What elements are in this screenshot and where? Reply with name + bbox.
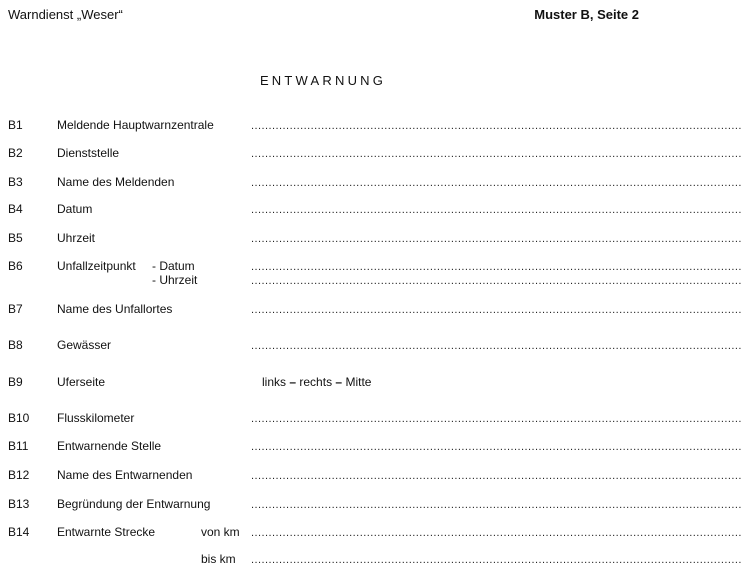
fill-line-b12[interactable]: ............................................................................................................................................: [251, 470, 742, 482]
fill-line-b13[interactable]: ............................................................................................................................................: [251, 499, 742, 511]
fill-line-b11[interactable]: ............................................................................................................................................: [251, 441, 742, 453]
row-code-b5: B5: [8, 231, 23, 245]
fill-line-b8[interactable]: ............................................................................................................................................: [251, 340, 742, 352]
fill-line-b1[interactable]: ............................................................................................................................................: [251, 120, 742, 132]
fill-line-b4[interactable]: ............................................................................................................................................: [251, 204, 742, 216]
row-label-b1: Meldende Hauptwarnzentrale: [57, 118, 214, 132]
fill-line-b14-bis[interactable]: ............................................................................................................................................: [251, 554, 742, 566]
fill-line-b7[interactable]: ............................................................................................................................................: [251, 304, 742, 316]
row-sub-b6-datum: - Datum: [152, 259, 195, 273]
row-label-b7: Name des Unfallortes: [57, 302, 173, 316]
fill-line-b5[interactable]: ............................................................................................................................................: [251, 233, 742, 245]
row-code-b2: B2: [8, 146, 23, 160]
row-code-b7: B7: [8, 302, 23, 316]
uferseite-options: [262, 375, 371, 389]
page-title: ENTWARNUNG: [259, 73, 387, 88]
von-km-label: von km: [201, 525, 240, 539]
row-code-b4: B4: [8, 202, 23, 216]
row-label-b9: Uferseite: [57, 375, 106, 389]
row-code-b1: B1: [8, 118, 23, 132]
row-code-b12: B12: [8, 468, 30, 482]
row-label-b8: Gewässer: [57, 338, 112, 352]
row-sub-b6-uhrzeit: - Uhrzeit: [152, 273, 198, 287]
row-label-b5: Uhrzeit: [57, 231, 96, 245]
option-rechts[interactable]: rechts: [299, 375, 333, 389]
fill-line-b3[interactable]: ............................................................................................................................................: [251, 177, 742, 189]
row-code-b11: B11: [8, 439, 29, 453]
bis-km-label: bis km: [201, 552, 236, 566]
fill-line-b6-uhrzeit[interactable]: ............................................................................................................................................: [251, 275, 742, 287]
row-code-b3: B3: [8, 175, 23, 189]
row-code-b10: B10: [8, 411, 30, 425]
row-label-b14: Entwarnte Strecke: [57, 525, 156, 539]
row-code-b14: B14: [8, 525, 30, 539]
fill-line-b10[interactable]: ............................................................................................................................................: [251, 413, 742, 425]
fill-line-b2[interactable]: ............................................................................................................................................: [251, 148, 742, 160]
row-label-b6: Unfallzeitpunkt: [57, 259, 136, 273]
header-right: Muster B, Seite 2: [534, 7, 639, 22]
row-code-b13: B13: [8, 497, 30, 511]
option-separator: –: [335, 375, 343, 389]
header-left: Warndienst „Weser“: [8, 7, 123, 22]
fill-line-b14-von[interactable]: ............................................................................................................................................: [251, 527, 742, 539]
row-label-b10: Flusskilometer: [57, 411, 135, 425]
fill-line-b6-datum[interactable]: ............................................................................................................................................: [251, 261, 742, 273]
option-separator: –: [289, 375, 297, 389]
row-code-b6: B6: [8, 259, 23, 273]
option-links[interactable]: links: [262, 375, 287, 389]
option-mitte[interactable]: Mitte: [345, 375, 372, 389]
row-label-b2: Dienststelle: [57, 146, 120, 160]
row-label-b11: Entwarnende Stelle: [57, 439, 162, 453]
row-label-b4: Datum: [57, 202, 93, 216]
row-code-b8: B8: [8, 338, 23, 352]
row-code-b9: B9: [8, 375, 23, 389]
row-label-b13: Begründung der Entwarnung: [57, 497, 211, 511]
row-label-b3: Name des Meldenden: [57, 175, 175, 189]
row-label-b12: Name des Entwarnenden: [57, 468, 193, 482]
